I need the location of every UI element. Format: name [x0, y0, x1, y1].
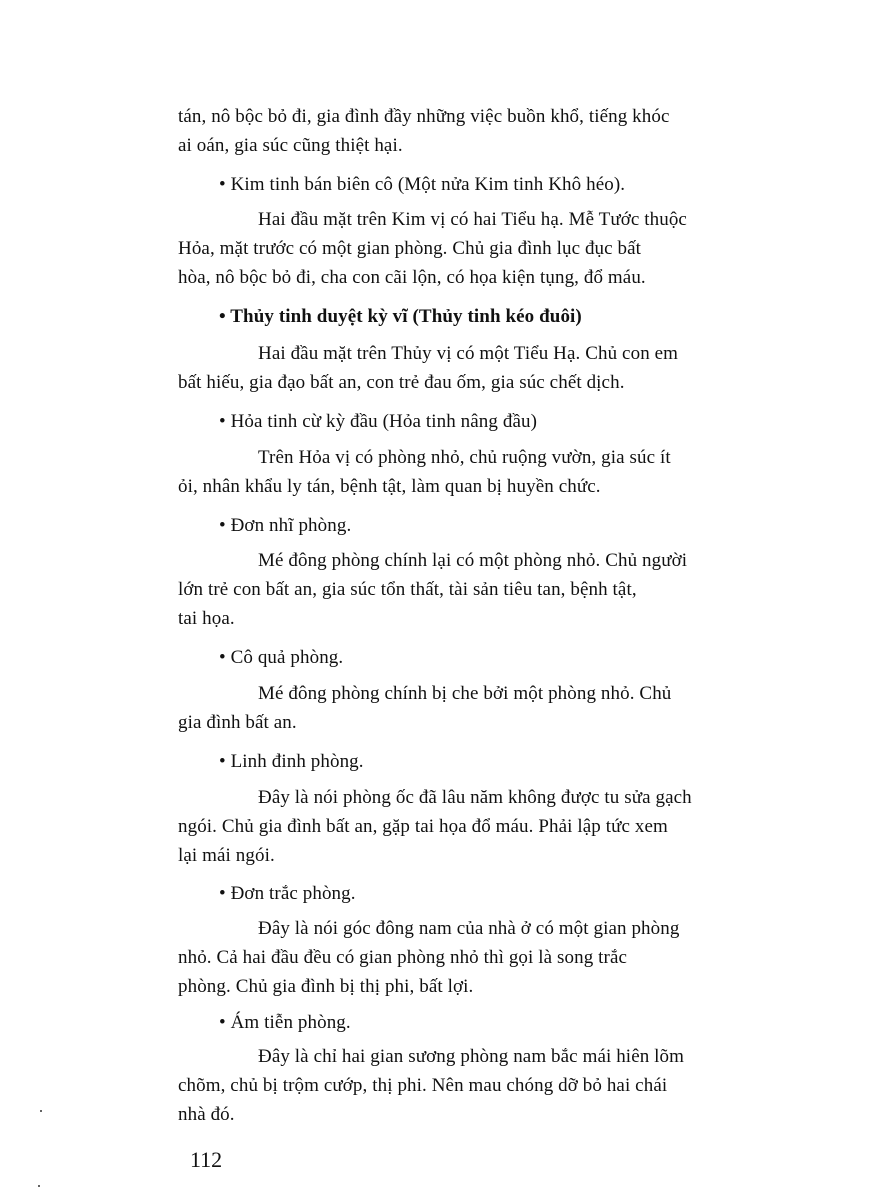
text-line: bất hiếu, gia đạo bất an, con trẻ đau ốm, gia súc chết dịch. — [178, 372, 625, 393]
text-line: phòng. Chủ gia đình bị thị phi, bất lợi. — [178, 976, 474, 997]
bullet-heading: • Đơn trắc phòng. — [219, 883, 356, 904]
text-line: tai họa. — [178, 608, 235, 629]
text-line: Đây là nói phòng ốc đã lâu năm không được tu sửa gạch — [258, 787, 692, 808]
text-line: chõm, chủ bị trộm cướp, thị phi. Nên mau chóng dỡ bỏ hai chái — [178, 1075, 668, 1096]
text-line: gia đình bất an. — [178, 712, 297, 733]
text-line: nhà đó. — [178, 1104, 235, 1125]
text-line: Mé đông phòng chính bị che bởi một phòng nhỏ. Chủ — [258, 683, 672, 704]
text-line: lớn trẻ con bất an, gia súc tổn thất, tài sản tiêu tan, bệnh tật, — [178, 579, 637, 600]
scan-speck — [38, 1185, 40, 1187]
text-line: Hai đầu mặt trên Kim vị có hai Tiểu hạ. Mễ Tước thuộc — [258, 209, 687, 230]
bullet-heading: • Đơn nhĩ phòng. — [219, 515, 352, 536]
bullet-heading: • Ám tiễn phòng. — [219, 1012, 351, 1033]
text-line: Đây là nói góc đông nam của nhà ở có một gian phòng — [258, 918, 680, 939]
bullet-heading: • Linh đinh phòng. — [219, 751, 364, 772]
text-line-content: tán, nô bộc bỏ đi, gia đình đầy những việc buồn khổ, tiếng khóc — [178, 106, 670, 127]
text-line: hòa, nô bộc bỏ đi, cha con cãi lộn, có họa kiện tụng, đổ máu. — [178, 267, 646, 288]
text-line: ỏi, nhân khẩu ly tán, bệnh tật, làm quan bị huyền chức. — [178, 476, 601, 497]
bullet-heading: • Hỏa tinh cừ kỳ đầu (Hỏa tinh nâng đầu) — [219, 411, 538, 432]
text-line — [178, 105, 828, 129]
scan-speck — [40, 1110, 42, 1112]
bullet-heading: • Kim tinh bán biên cô (Một nửa Kim tinh Khô héo). — [219, 174, 626, 195]
text-line: Đây là chỉ hai gian sương phòng nam bắc mái hiên lõm — [258, 1046, 685, 1067]
text-line: Hai đầu mặt trên Thủy vị có một Tiểu Hạ. Chủ con em — [258, 343, 679, 364]
text-line: ai oán, gia súc cũng thiệt hại. — [178, 135, 403, 156]
page-number: 112 — [190, 1147, 223, 1172]
text-line: ngói. Chủ gia đình bất an, gặp tai họa đổ máu. Phải lập tức xem — [178, 816, 668, 837]
text-line: Hỏa, mặt trước có một gian phòng. Chủ gia đình lục đục bất — [178, 238, 642, 259]
bullet-heading: • Cô quả phòng. — [219, 647, 344, 668]
text-line: Mé đông phòng chính lại có một phòng nhỏ. Chủ người — [258, 550, 688, 571]
text-line: nhỏ. Cả hai đầu đều có gian phòng nhỏ thì gọi là song trắc — [178, 947, 628, 968]
text-line: Trên Hỏa vị có phòng nhỏ, chủ ruộng vườn, gia súc ít — [258, 447, 671, 468]
bullet-heading: • Thủy tinh duyệt kỳ vĩ (Thủy tinh kéo đuôi) — [219, 306, 582, 327]
text-line: lại mái ngói. — [178, 845, 275, 866]
